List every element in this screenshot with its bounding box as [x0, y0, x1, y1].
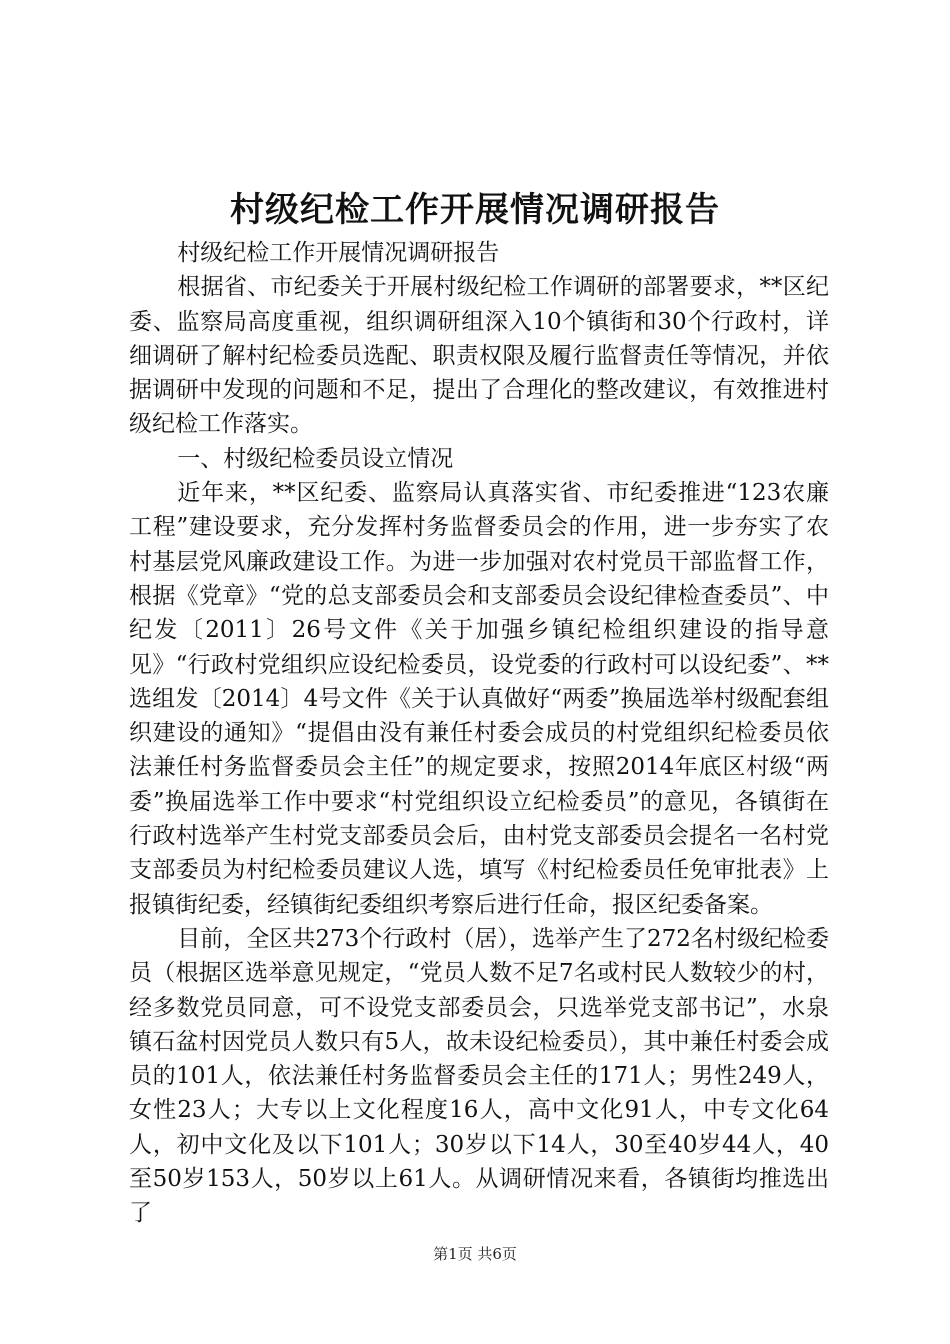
paragraph-intro: 根据省、市纪委关于开展村级纪检工作调研的部署要求，**区纪委、监察局高度重视，组织调研组深入10个镇街和30个行政村，详细调研了解村纪检委员选配、职责权限及履行监督责任等情况，并依据调研中发现的问题和不足，提出了合理化的整改建议，有效推进村级纪检工作落实。 [129, 274, 829, 438]
paragraph-subtitle: 村级纪检工作开展情况调研报告 [177, 240, 500, 266]
page-footer: 第1页 共6页 [433, 1245, 517, 1263]
document-title: 村级纪检工作开展情况调研报告 [230, 190, 720, 230]
section-heading: 一、村级纪检委员设立情况 [177, 445, 454, 472]
paragraph-statistics: 目前，全区共273个行政村（居），选举产生了272名村级纪检委员（根据区选举意见规定，“党员人数不足7名或村民人数较少的村，经多数党员同意，可不设党支部委员会，只选举党支部书记”，水泉镇石盆村因党员人数只有5人，故未设纪检委员），其中兼任村委会成员的101人，依法兼任村务监督委员会主任的171人；男性249人，女性23人；大专以上文化程度16人，高中文化91人，中专文化64人，初中文化及以下101人；30岁以下14人，30至40岁44人，40至50岁153人，50岁以上61人。从调研情况来看，各镇街均推选出了 [129, 925, 829, 1227]
paragraph-background: 近年来，**区纪委、监察局认真落实省、市纪委推进“123农廉工程”建设要求，充分发挥村务监督委员会的作用，进一步夯实了农村基层党风廉政建设工作。为进一步加强对农村党员干部监督工作，根据《党章》“党的总支部委员会和支部委员会设纪律检查委员”、中纪发〔2011〕26号文件《关于加强乡镇纪检组织建设的指导意见》“行政村党组织应设纪检委员，设党委的行政村可以设纪委”、**选组发〔2014〕4号文件《关于认真做好“两委”换届选举村级配套组织建设的通知》“提倡由没有兼任村委会成员的村党组织纪检委员依法兼任村务监督委员会主任”的规定要求，按照2014年底区村级“两委”换届选举工作中要求“村党组织设立纪检委员”的意见，各镇街在行政村选举产生村党支部委员会后，由村党支部委员会提名一名村党支部委员为村纪检委员建议人选，填写《村纪检委员任免审批表》上报镇街纪委，经镇街纪委组织考察后进行任命，报区纪委备案。 [129, 480, 829, 918]
document-body [129, 236, 829, 1231]
